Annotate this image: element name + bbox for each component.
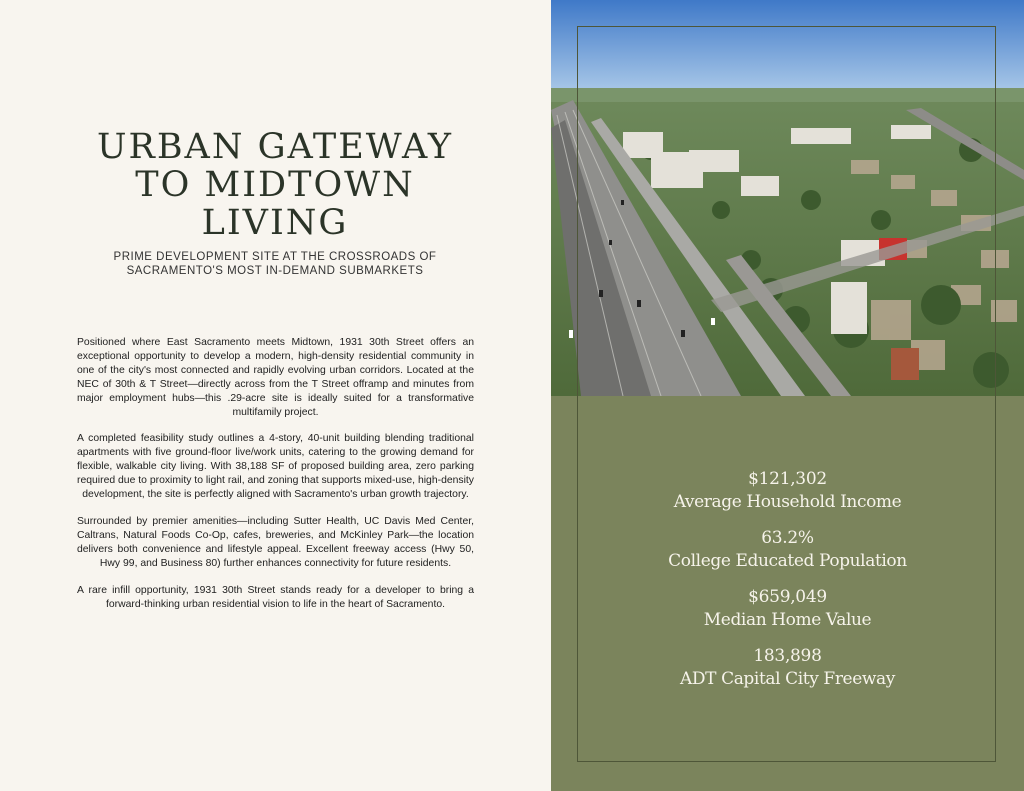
stat-value: 183,898 — [753, 646, 822, 666]
page-subtitle — [60, 250, 490, 278]
title-line: LIVING — [201, 203, 349, 243]
subtitle-line: SACRAMENTO'S MOST IN-DEMAND SUBMARKETS — [126, 265, 424, 277]
body-text — [77, 336, 474, 624]
body-paragraph: Positioned where East Sacramento meets Midtown, 1931 30th Street offers an exceptional opportunity to develop a modern, high-density residential community in one of the city's most connected and rapidly evolving urban corridors. Located at the NEC of 30th & T Street—directly across from the T Street offramp and minutes from major employment hubs—this .29-acre site is ideally suited for a transformative multifamily project. — [77, 337, 474, 418]
stat-label: College Educated Population — [668, 551, 907, 571]
body-paragraph: A rare infill opportunity, 1931 30th Street stands ready for a developer to bring a forward-thinking urban residential vision to life in the heart of Sacramento. — [77, 584, 474, 610]
body-paragraph: A completed feasibility study outlines a 4-story, 40-unit building blending traditional apartments with five ground-floor live/work units, catering to the growing demand for flexible, walkable city living. With 38,188 SF of proposed building area, zero parking required due to proximity to light rail, and zoning that supports mixed-use, high-density development, the site is perfectly aligned with Sacramento's urban growth trajectory. — [77, 433, 474, 501]
stat-value: $121,302 — [748, 469, 827, 489]
stat-value: 63.2% — [761, 528, 814, 548]
page-title — [60, 128, 490, 242]
stat-label: Average Household Income — [673, 492, 902, 512]
stat-label: ADT Capital City Freeway — [680, 669, 895, 689]
body-paragraph: Surrounded by premier amenities—including Sutter Health, UC Davis Med Center, Caltrans, Natural Foods Co-Op, cafes, breweries, and McKinley Park—the location delivers both convenience and lifestyle appeal. Excellent freeway access (Hwy 50, Hwy 99, and Business 80) further enhances connectivity for future residents. — [77, 515, 474, 569]
title-line: TO MIDTOWN — [135, 165, 415, 205]
title-line: URBAN GATEWAY — [96, 127, 453, 167]
stat-label: Median Home Value — [703, 610, 872, 630]
subtitle-line: PRIME DEVELOPMENT SITE AT THE CROSSROADS OF — [113, 251, 437, 263]
right-panel — [551, 0, 1024, 791]
decorative-frame — [577, 26, 996, 762]
stat-value: $659,049 — [748, 587, 827, 607]
